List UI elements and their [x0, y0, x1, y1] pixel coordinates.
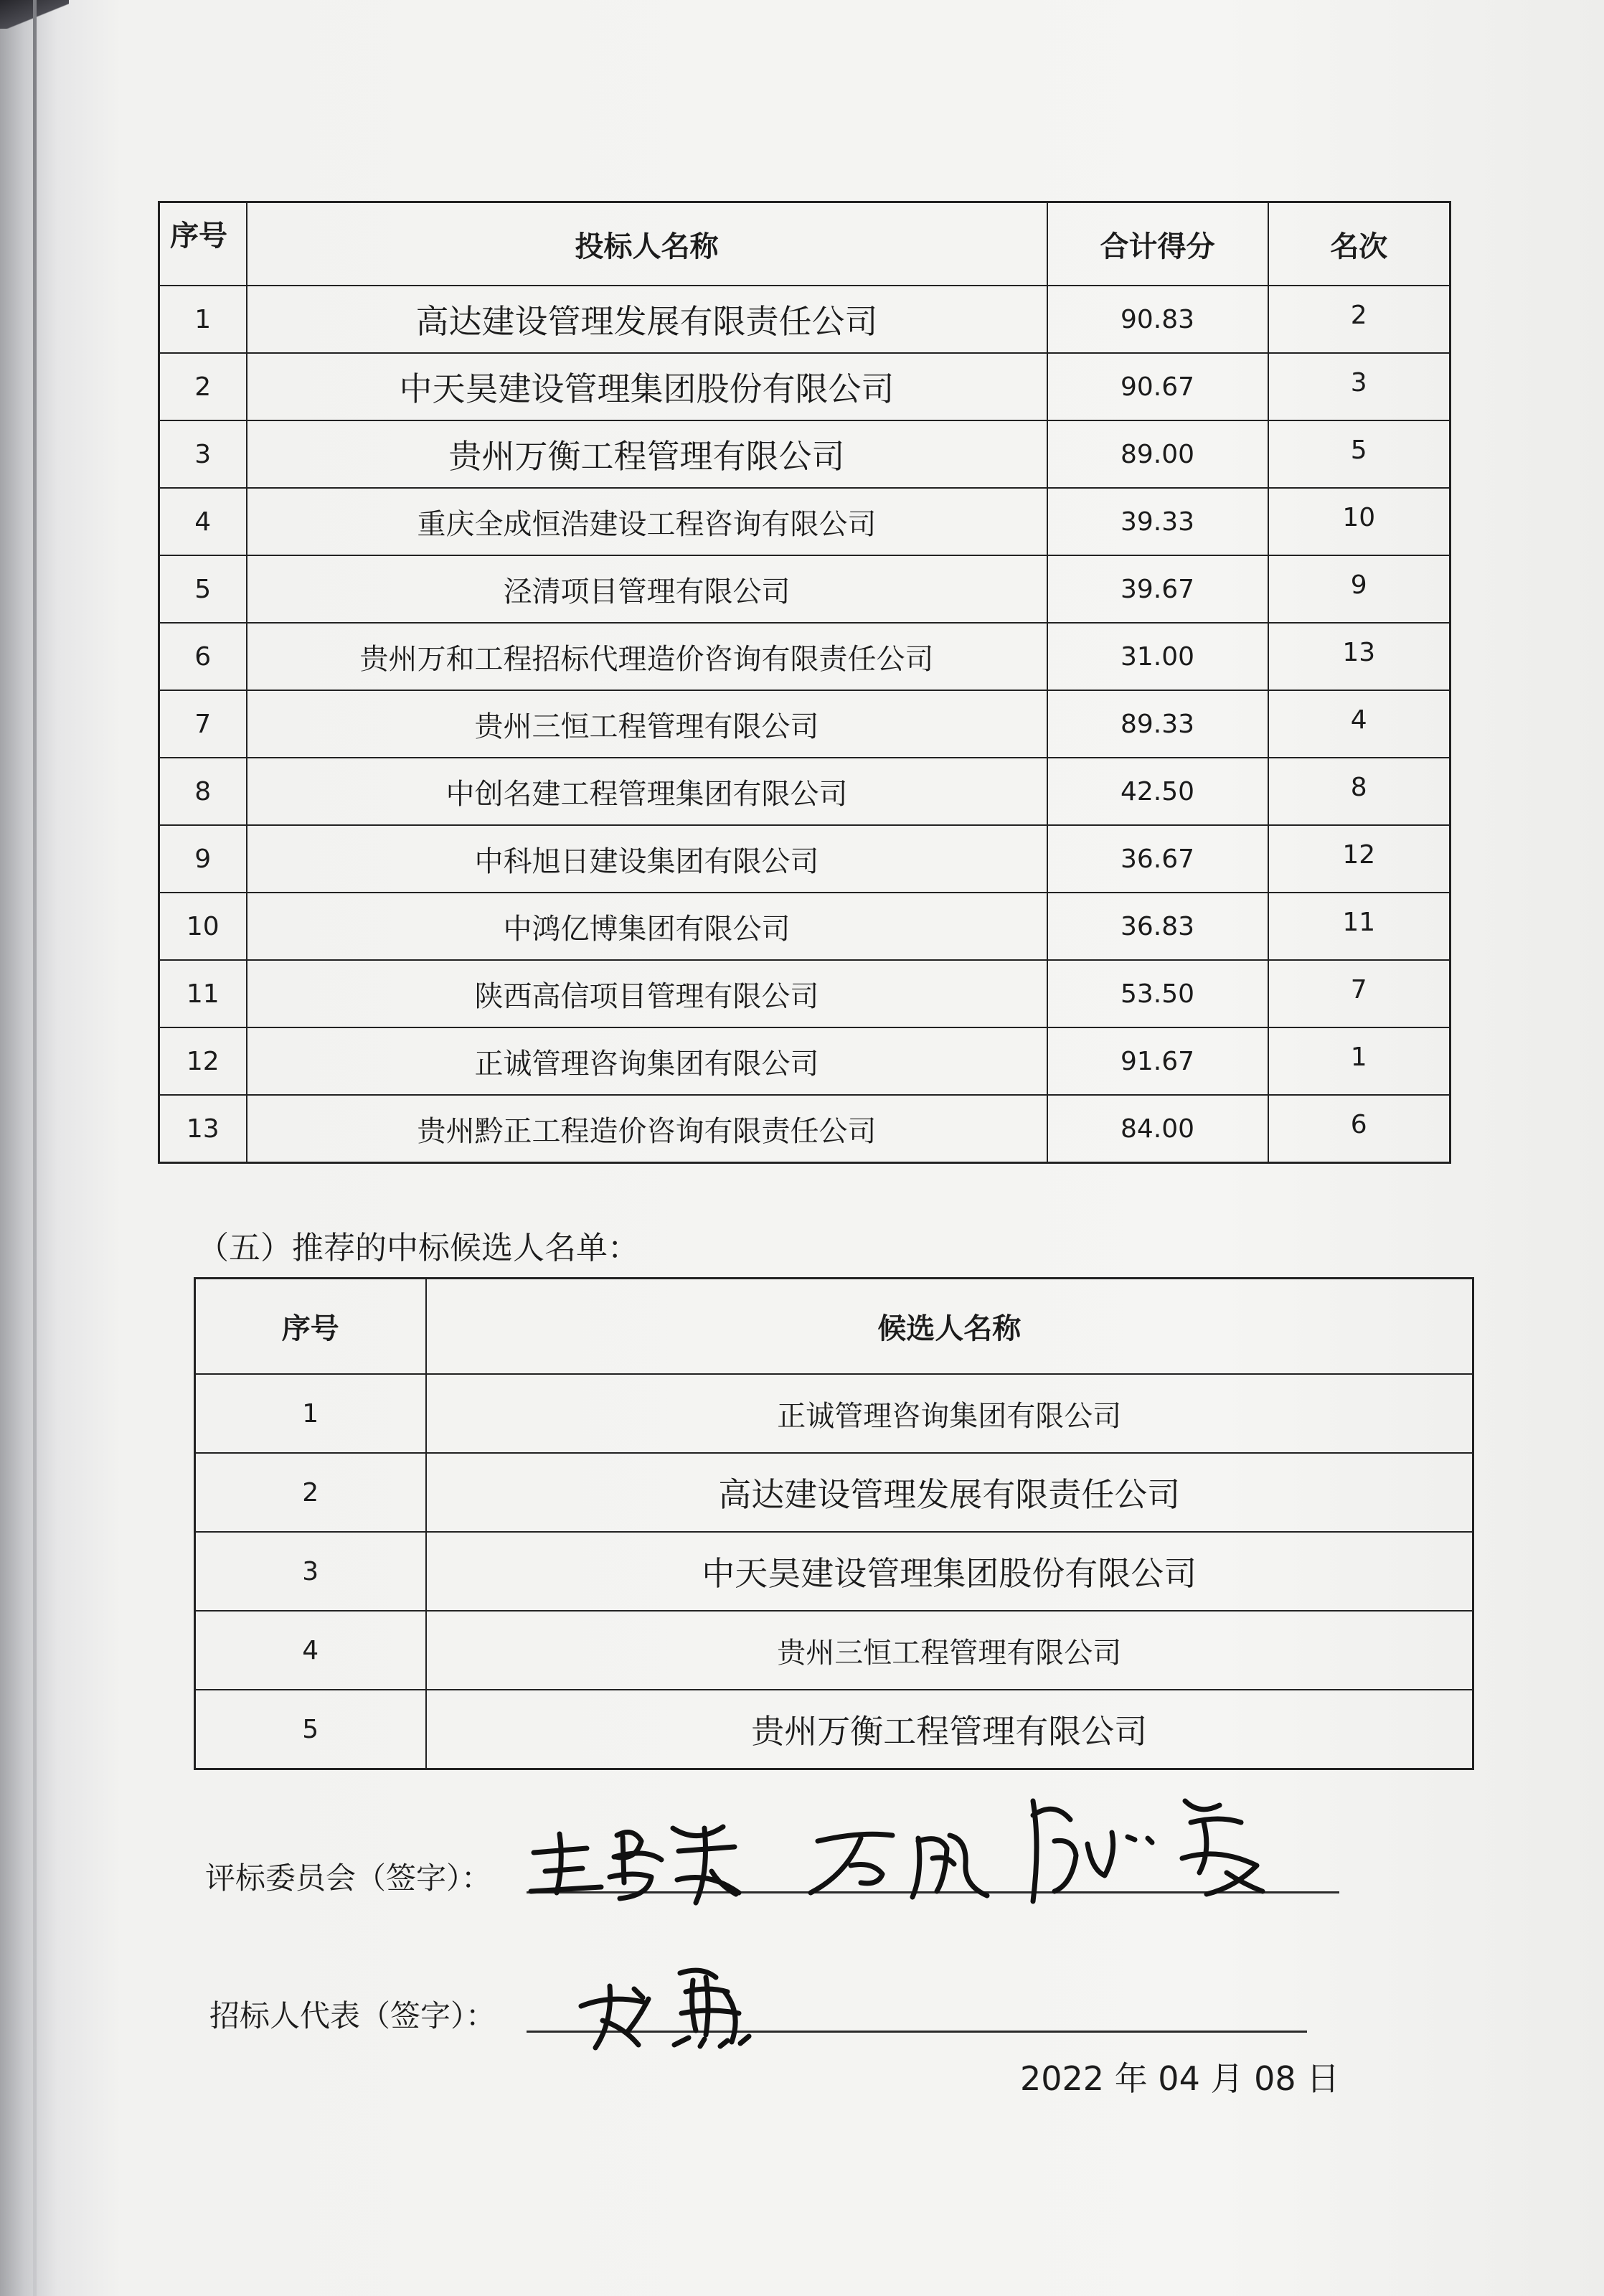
bid-rank: 8	[1268, 758, 1450, 825]
header-serial-number: 序号	[159, 202, 247, 286]
bid-serial-number: 5	[159, 555, 247, 623]
bidder-name: 中科旭日建设集团有限公司	[247, 825, 1047, 893]
candidate-serial-number: 1	[195, 1374, 426, 1453]
bidder-name: 重庆全成恒浩建设工程咨询有限公司	[247, 488, 1047, 555]
bid-header-row	[159, 202, 1450, 286]
candidate-section-title: （五）推荐的中标候选人名单：	[197, 1230, 639, 1266]
bid-row	[159, 825, 1450, 893]
bid-row	[159, 960, 1450, 1027]
candidate-table-header	[195, 1279, 1473, 1375]
signature-stroke	[610, 1832, 661, 1899]
bid-rank: 3	[1268, 353, 1450, 420]
bid-row	[159, 1027, 1450, 1095]
bid-serial-number: 13	[159, 1095, 247, 1163]
page-fold-edge	[33, 0, 37, 2296]
signature-stroke	[811, 1834, 892, 1893]
committee-handwritten-signatures	[502, 1772, 1363, 1916]
bid-row	[159, 893, 1450, 960]
bid-total-score: 53.50	[1047, 960, 1268, 1027]
header-serial-number: 序号	[195, 1279, 426, 1375]
bidder-name: 中天昊建设管理集团股份有限公司	[247, 353, 1047, 420]
signature-stroke	[674, 1970, 749, 2046]
header-candidate-name: 候选人名称	[426, 1279, 1473, 1375]
bid-serial-number: 4	[159, 488, 247, 555]
bid-total-score: 84.00	[1047, 1095, 1268, 1163]
candidate-header-row	[195, 1279, 1473, 1375]
bid-rank: 1	[1268, 1027, 1450, 1095]
bid-total-score: 36.83	[1047, 893, 1268, 960]
bid-row	[159, 286, 1450, 353]
candidate-row	[195, 1611, 1473, 1690]
bid-row	[159, 555, 1450, 623]
bid-row	[159, 488, 1450, 555]
bid-rank: 7	[1268, 960, 1450, 1027]
bid-row	[159, 623, 1450, 690]
bidder-name: 陕西高信项目管理有限公司	[247, 960, 1047, 1027]
bidder-name: 高达建设管理发展有限责任公司	[247, 286, 1047, 353]
bid-row	[159, 690, 1450, 758]
committee-signature-label: 评标委员会（签字）：	[205, 1860, 492, 1896]
candidate-name: 中天昊建设管理集团股份有限公司	[426, 1532, 1473, 1611]
bidder-name: 泾清项目管理有限公司	[247, 555, 1047, 623]
candidate-row	[195, 1374, 1473, 1453]
bid-total-score: 89.33	[1047, 690, 1268, 758]
candidate-serial-number: 3	[195, 1532, 426, 1611]
bidder-name: 中创名建工程管理集团有限公司	[247, 758, 1047, 825]
bid-rank: 13	[1268, 623, 1450, 690]
bid-total-score: 39.33	[1047, 488, 1268, 555]
bid-rank: 9	[1268, 555, 1450, 623]
bid-serial-number: 3	[159, 420, 247, 488]
bid-serial-number: 8	[159, 758, 247, 825]
candidate-name: 贵州万衡工程管理有限公司	[426, 1690, 1473, 1769]
bid-rank: 4	[1268, 690, 1450, 758]
candidate-name: 高达建设管理发展有限责任公司	[426, 1453, 1473, 1532]
candidate-serial-number: 5	[195, 1690, 426, 1769]
signature-stroke	[1182, 1801, 1263, 1894]
signature-stroke	[1033, 1801, 1113, 1901]
tenderer-handwritten-signature	[560, 1952, 789, 2059]
bid-row	[159, 758, 1450, 825]
signature-stroke	[581, 1986, 648, 2048]
bidder-name: 中鸿亿博集团有限公司	[247, 893, 1047, 960]
bid-rank: 5	[1268, 420, 1450, 488]
candidate-name: 贵州三恒工程管理有限公司	[426, 1611, 1473, 1690]
bid-row	[159, 353, 1450, 420]
signature-stroke	[912, 1835, 987, 1897]
bid-total-score: 42.50	[1047, 758, 1268, 825]
document-date: 2022 年 04 月 08 日	[1020, 2059, 1340, 2098]
bid-rank: 6	[1268, 1095, 1450, 1163]
signature-stroke	[1128, 1837, 1152, 1843]
candidate-row	[195, 1690, 1473, 1769]
bid-total-score: 90.83	[1047, 286, 1268, 353]
bid-table-body	[159, 286, 1450, 1163]
header-bidder-name: 投标人名称	[247, 202, 1047, 286]
tenderer-signature-label: 招标人代表（签字）：	[209, 1998, 496, 2033]
bidder-name: 贵州黔正工程造价咨询有限责任公司	[247, 1095, 1047, 1163]
header-total-score: 合计得分	[1047, 202, 1268, 286]
header-rank: 名次	[1268, 202, 1450, 286]
signature-stroke	[531, 1834, 601, 1893]
candidate-table	[194, 1277, 1474, 1770]
signature-stroke	[673, 1827, 739, 1903]
bid-table-header	[159, 202, 1450, 286]
bidder-name: 贵州万和工程招标代理造价咨询有限责任公司	[247, 623, 1047, 690]
bid-rank: 12	[1268, 825, 1450, 893]
candidate-serial-number: 2	[195, 1453, 426, 1532]
bid-serial-number: 2	[159, 353, 247, 420]
candidate-name: 正诚管理咨询集团有限公司	[426, 1374, 1473, 1453]
candidate-serial-number: 4	[195, 1611, 426, 1690]
bid-score-table	[158, 201, 1451, 1164]
bid-row	[159, 1095, 1450, 1163]
bid-total-score: 89.00	[1047, 420, 1268, 488]
bid-total-score: 31.00	[1047, 623, 1268, 690]
bidder-name: 贵州万衡工程管理有限公司	[247, 420, 1047, 488]
candidate-row	[195, 1453, 1473, 1532]
bid-total-score: 36.67	[1047, 825, 1268, 893]
bid-rank: 11	[1268, 893, 1450, 960]
bidder-name: 贵州三恒工程管理有限公司	[247, 690, 1047, 758]
candidate-table-body	[195, 1374, 1473, 1769]
bid-serial-number: 12	[159, 1027, 247, 1095]
bid-serial-number: 9	[159, 825, 247, 893]
bid-serial-number: 10	[159, 893, 247, 960]
bid-serial-number: 6	[159, 623, 247, 690]
bid-rank: 10	[1268, 488, 1450, 555]
bid-serial-number: 11	[159, 960, 247, 1027]
bid-serial-number: 7	[159, 690, 247, 758]
bid-total-score: 90.67	[1047, 353, 1268, 420]
bidder-name: 正诚管理咨询集团有限公司	[247, 1027, 1047, 1095]
bid-rank: 2	[1268, 286, 1450, 353]
bid-total-score: 91.67	[1047, 1027, 1268, 1095]
bid-total-score: 39.67	[1047, 555, 1268, 623]
bid-row	[159, 420, 1450, 488]
candidate-row	[195, 1532, 1473, 1611]
bid-serial-number: 1	[159, 286, 247, 353]
